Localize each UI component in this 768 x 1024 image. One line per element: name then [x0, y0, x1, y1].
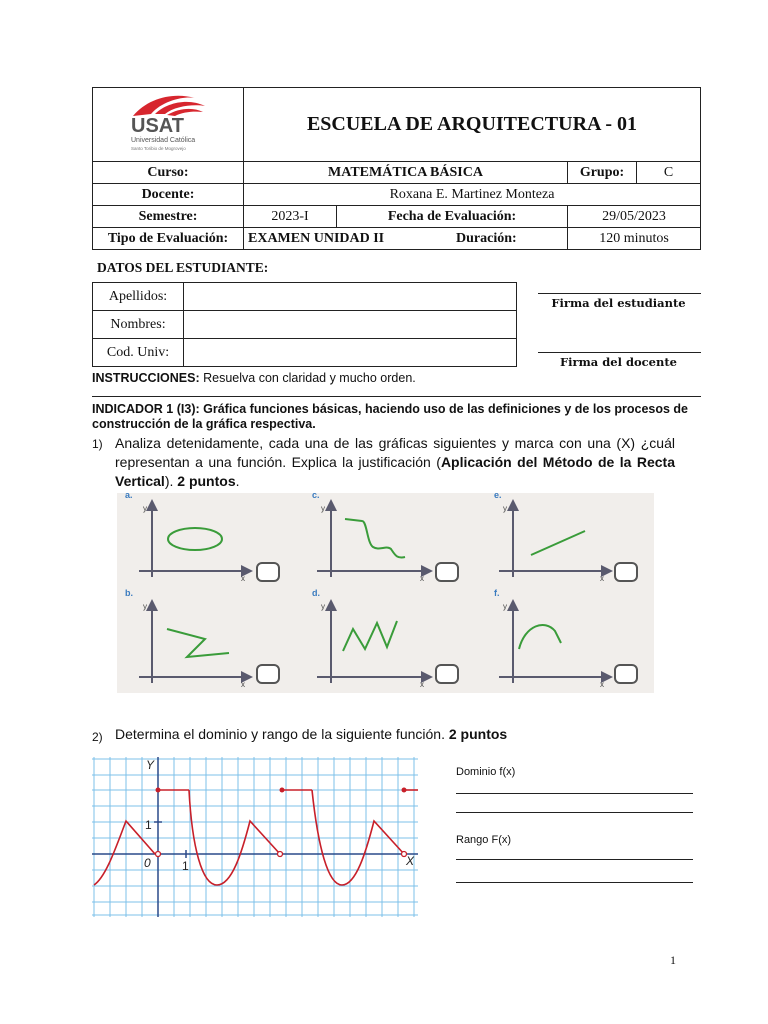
instructions-text: Resuelva con claridad y mucho orden.	[199, 371, 416, 385]
grupo-label: Grupo:	[568, 162, 637, 184]
graph-f	[494, 588, 637, 689]
docente-value: Roxana E. Martinez Monteza	[244, 184, 701, 206]
q1-graphs-panel	[117, 493, 654, 693]
curso-label: Curso:	[93, 162, 244, 184]
tipo-value: EXAMEN UNIDAD II	[248, 230, 385, 246]
graph-b	[125, 588, 279, 689]
docente-label: Docente:	[93, 184, 244, 206]
graph-d-checkbox[interactable]	[436, 665, 458, 683]
graph-b-y: y	[143, 602, 147, 611]
dominio-label: Dominio f(x)	[456, 766, 516, 778]
dominio-answer-line-1[interactable]	[456, 793, 693, 794]
graph-e-checkbox[interactable]	[615, 563, 637, 581]
graph-d-y: y	[321, 602, 325, 611]
tipo-value-cell	[244, 228, 568, 250]
q2-y-label: Y	[146, 758, 155, 772]
graph-b-x: x	[241, 680, 245, 689]
exam-header-table	[92, 87, 701, 250]
graph-c-x: x	[420, 574, 424, 583]
student-signature-line[interactable]	[538, 293, 701, 294]
dominio-answer-line-2[interactable]	[456, 812, 693, 813]
fecha-label: Fecha de Evaluación:	[337, 206, 568, 228]
graph-f-x: x	[600, 680, 604, 689]
student-signature-label: Firma del estudiante	[551, 296, 686, 310]
indicator-body: Gráfica funciones básicas, haciendo uso de las definiciones y de los procesos de construcción de la gráfica respectiva.	[92, 402, 689, 431]
svg-text:Santo Toribio de Mogrovejo: Santo Toribio de Mogrovejo	[131, 146, 186, 151]
graph-a-y: y	[143, 504, 147, 513]
q1-points: 2 puntos	[177, 473, 236, 489]
duracion-value: 120 minutos	[568, 228, 701, 250]
svg-text:USAT: USAT	[131, 115, 184, 137]
grupo-value: C	[637, 162, 701, 184]
teacher-signature-label: Firma del docente	[560, 355, 677, 369]
semestre-value: 2023-I	[244, 206, 337, 228]
indicator-label: INDICADOR 1 (I3):	[92, 402, 200, 416]
graph-e-y: y	[503, 504, 507, 513]
graph-b-label: b.	[125, 588, 133, 598]
graph-f-y: y	[503, 602, 507, 611]
curso-value: MATEMÁTICA BÁSICA	[244, 162, 568, 184]
graph-b-checkbox[interactable]	[257, 665, 279, 683]
q2-body: Determina el dominio y rango de la siguiente función.	[115, 726, 449, 742]
q2-one-y: 1	[145, 818, 152, 832]
graph-a-checkbox[interactable]	[257, 563, 279, 581]
usat-logo	[93, 88, 243, 156]
rango-answer-line-1[interactable]	[456, 859, 693, 860]
q1-body-3: .	[235, 473, 240, 489]
graph-b-curve	[167, 629, 229, 657]
duracion-label: Duración:	[456, 231, 517, 246]
section-divider	[92, 396, 701, 397]
q2-number: 2)	[92, 730, 103, 744]
graph-d-x: x	[420, 680, 424, 689]
graph-a-ellipse	[168, 528, 222, 550]
nombres-label: Nombres:	[93, 311, 184, 339]
graph-a-label: a.	[125, 493, 133, 500]
graph-e-label: e.	[494, 493, 502, 500]
q1-body: Analiza detenidamente, cada una de las gráficas siguientes y marca con una (X) ¿cuál representan a una función. Explica la justificación (	[115, 435, 675, 470]
student-data-heading: DATOS DEL ESTUDIANTE:	[97, 260, 269, 275]
semestre-label: Semestre:	[93, 206, 244, 228]
graph-c-label: c.	[312, 493, 320, 500]
graph-e	[494, 493, 637, 583]
graph-e-line	[531, 531, 585, 555]
apellidos-label: Apellidos:	[93, 283, 184, 311]
graph-d-curve	[343, 621, 397, 651]
graph-d-label: d.	[312, 588, 320, 598]
q1-graphs-svg	[117, 493, 654, 693]
teacher-signature-line[interactable]	[538, 352, 701, 353]
q1-method: Aplicación del Método de la Recta Vertical	[115, 454, 675, 489]
graph-c-y: y	[321, 504, 325, 513]
graph-a	[125, 493, 279, 583]
graph-c-curve	[345, 519, 405, 558]
q1-body-2: ).	[164, 473, 178, 489]
logo-cell	[93, 88, 244, 162]
q2-text	[115, 725, 507, 744]
cod-univ-field[interactable]	[184, 339, 517, 367]
fecha-value: 29/05/2023	[568, 206, 701, 228]
q2-function-graph	[92, 757, 422, 917]
student-data-table	[92, 282, 517, 367]
q2-one-x: 1	[182, 859, 189, 873]
q1-number: 1)	[92, 437, 103, 451]
graph-d	[312, 588, 458, 689]
indicator-text	[92, 402, 692, 432]
q2-points: 2 puntos	[448, 726, 508, 742]
nombres-field[interactable]	[184, 311, 517, 339]
tipo-label: Tipo de Evaluación:	[93, 228, 244, 250]
q1-text	[115, 434, 675, 491]
q2-origin: 0	[144, 856, 151, 870]
graph-a-x: x	[241, 574, 245, 583]
svg-text:Universidad Católica: Universidad Católica	[131, 137, 196, 144]
q2-x-label: X	[406, 854, 415, 868]
page-number: 1	[670, 953, 676, 967]
graph-f-curve	[519, 625, 561, 649]
graph-f-label: f.	[494, 588, 500, 598]
cod-univ-label: Cod. Univ:	[93, 339, 184, 367]
graph-c-checkbox[interactable]	[436, 563, 458, 581]
school-title: ESCUELA DE ARQUITECTURA - 01	[244, 88, 701, 162]
rango-label: Rango F(x)	[456, 834, 512, 846]
instructions-label: INSTRUCCIONES:	[92, 371, 200, 385]
instructions	[92, 371, 416, 385]
rango-answer-line-2[interactable]	[456, 882, 693, 883]
graph-e-x: x	[600, 574, 604, 583]
apellidos-field[interactable]	[184, 283, 517, 311]
graph-c	[312, 493, 458, 583]
graph-f-checkbox[interactable]	[615, 665, 637, 683]
